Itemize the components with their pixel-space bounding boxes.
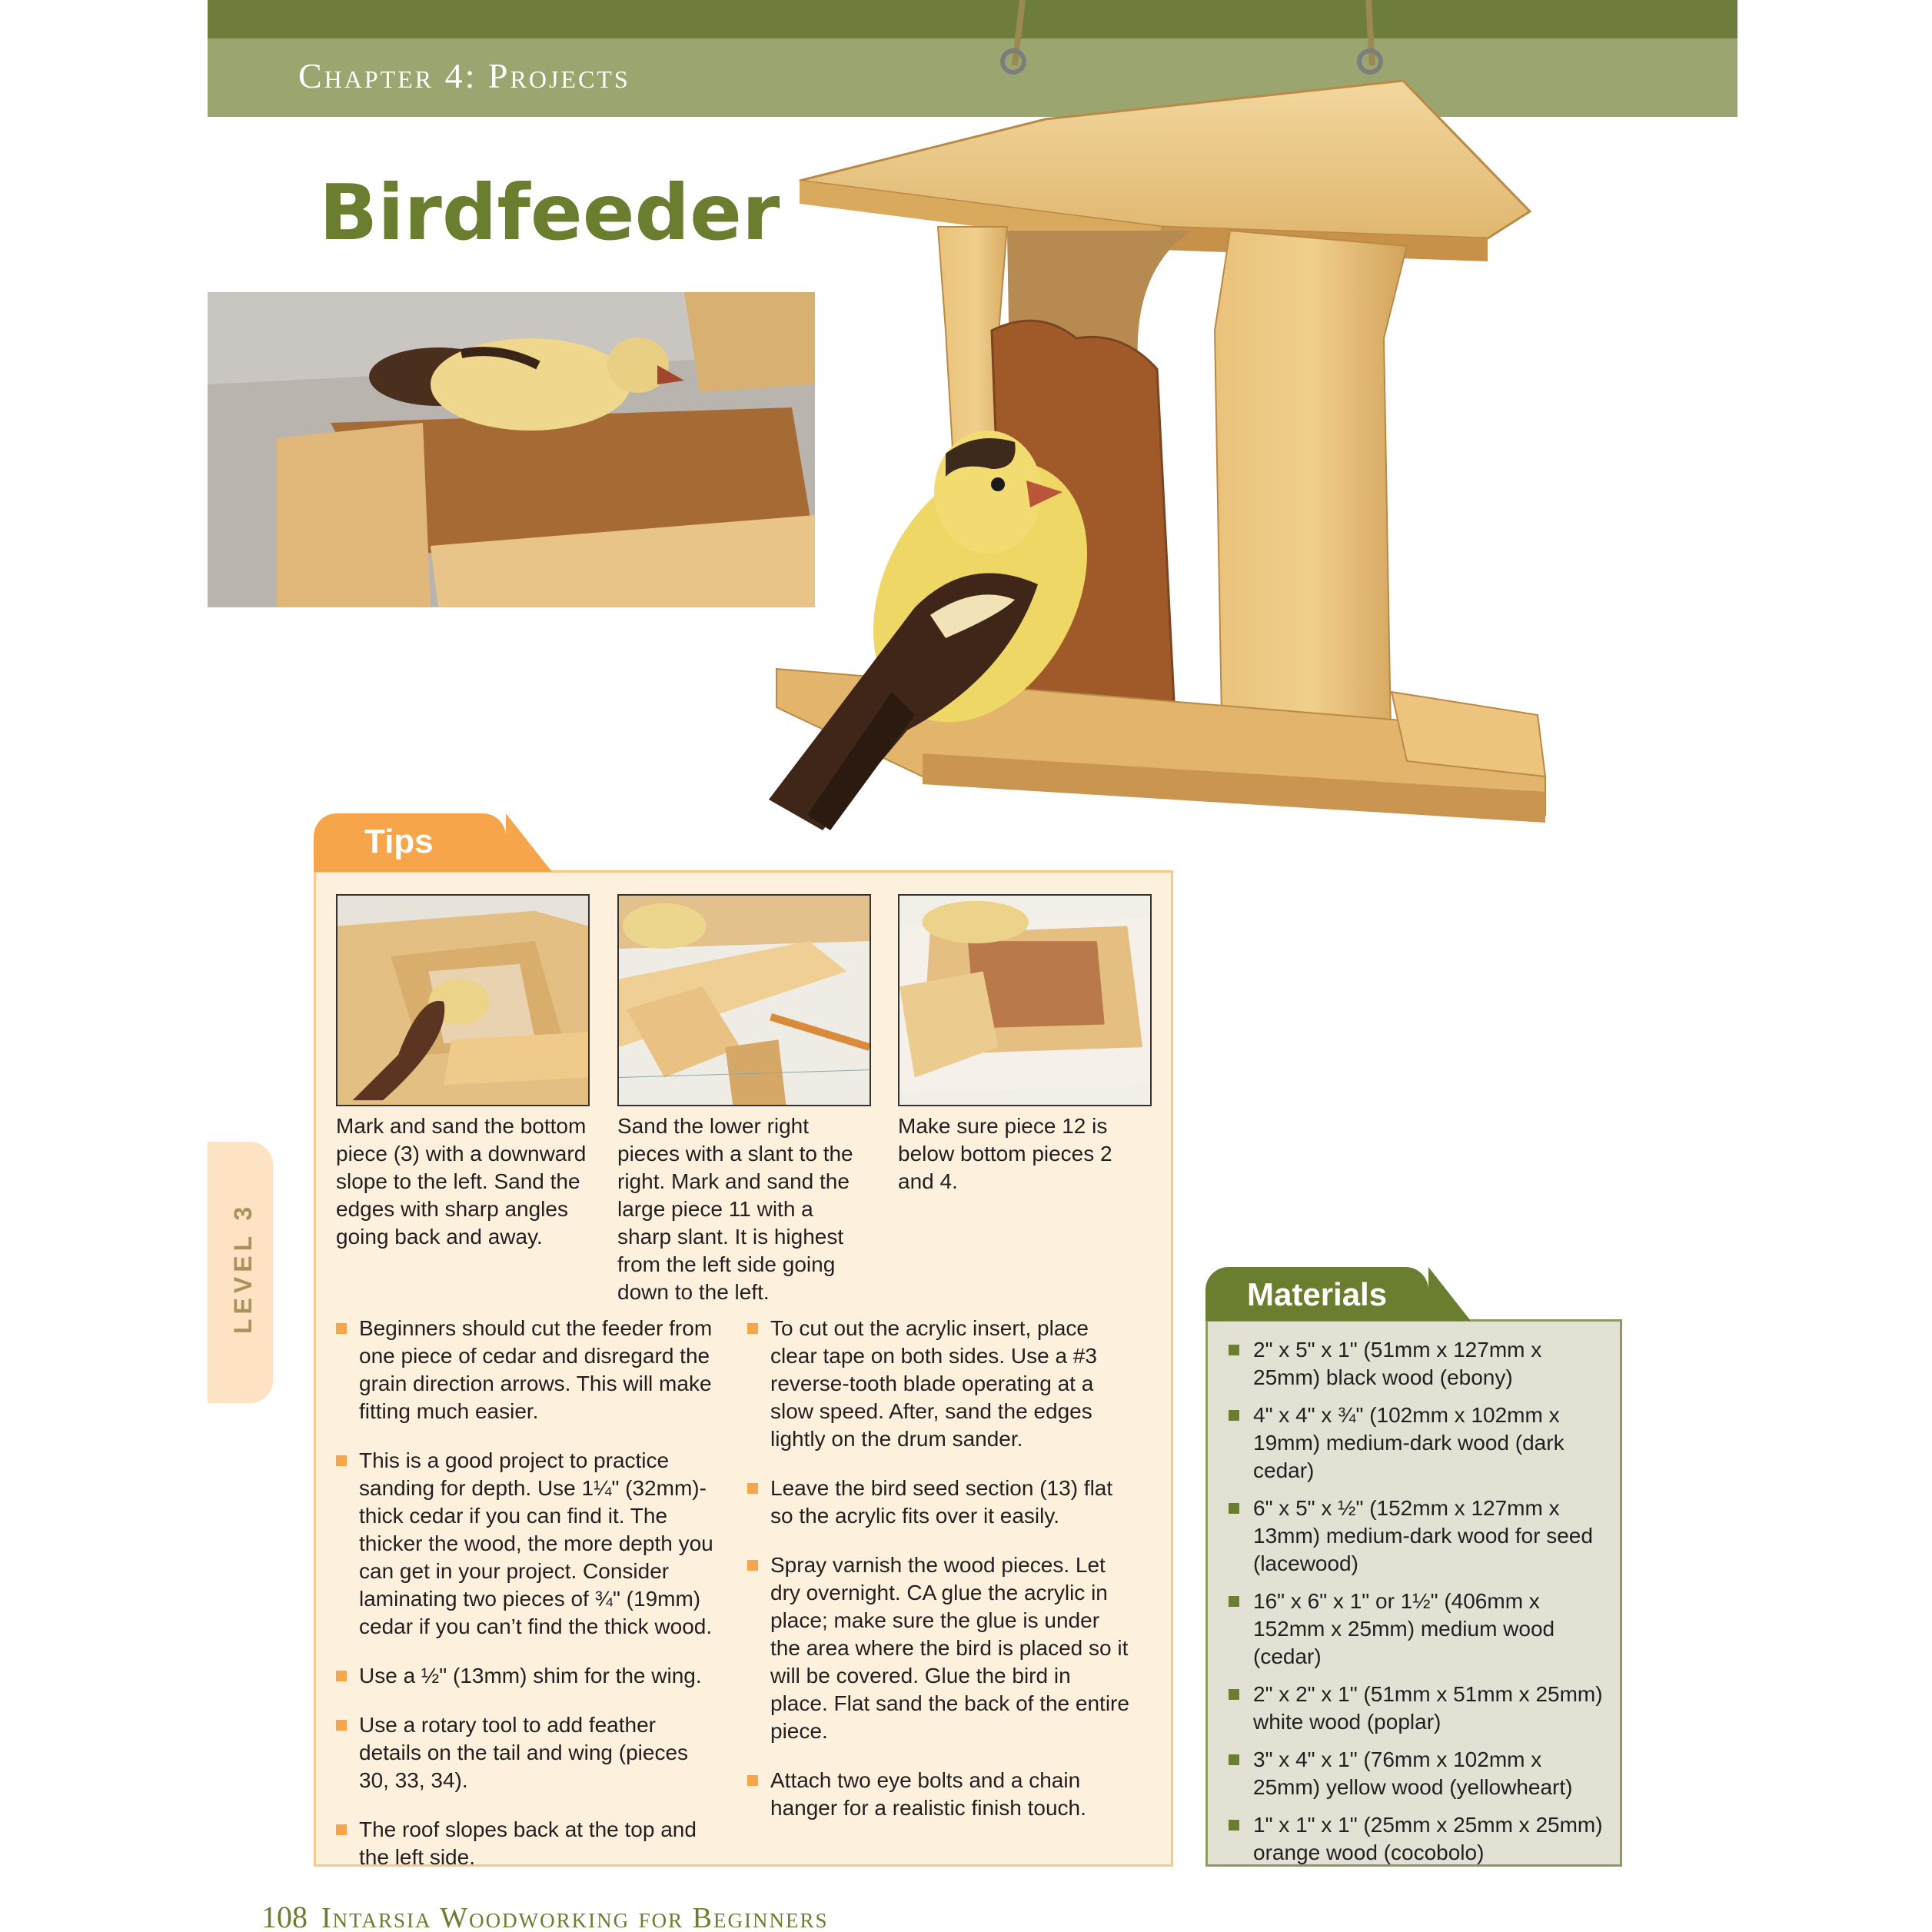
bullet-square-icon [1229,1689,1239,1700]
material-text: 4" x 4" x ¾" (102mm x 102mm x 19mm) medium-dark wood (dark cedar) [1253,1403,1565,1482]
list-item [1229,1336,1613,1392]
list-item [336,1447,720,1641]
birdfeeder-main-photo [715,0,1568,884]
materials-tab [1205,1267,1428,1321]
tip-caption-3: Make sure piece 12 is below bottom pieces 2 and 4. [898,1114,1112,1193]
material-text: 2" x 2" x 1" (51mm x 51mm x 25mm) white wood (poplar) [1253,1682,1603,1734]
bullet-square-icon [336,1720,347,1731]
tip-photo-1 [336,894,590,1106]
book-title: Intarsia Woodworking for Beginners [321,1902,829,1932]
tip-text: Use a ½" (13mm) shim for the wing. [359,1664,702,1688]
bullet-square-icon [336,1455,347,1466]
detail-photo [208,292,815,607]
list-item [1229,1588,1613,1671]
tip-text: Use a rotary tool to add feather details on the tail and wing (pieces 30, 33, 34). [359,1713,689,1792]
level-label-wrap [229,1202,260,1334]
list-item [747,1767,1132,1822]
list-item [747,1315,1132,1453]
page-title: Birdfeeder [319,168,780,258]
list-item [1229,1811,1613,1867]
bullet-square-icon [747,1323,758,1334]
list-item [336,1711,720,1794]
page-number: 108 [261,1900,308,1932]
chapter-title: Chapter 4: Projects [298,56,630,95]
material-text: 2" x 5" x 1" (51mm x 127mm x 25mm) black wood (ebony) [1253,1338,1542,1389]
page-footer [261,1899,829,1932]
bullet-square-icon [336,1671,347,1681]
bullet-square-icon [747,1775,758,1786]
material-text: 6" x 5" x ½" (152mm x 127mm x 13mm) medium-dark wood for seed (lacewood) [1253,1496,1593,1575]
tip-text: Attach two eye bolts and a chain hanger for a realistic finish touch. [770,1768,1086,1820]
tip-text: This is a good project to practice sanding for depth. Use 1¼" (32mm)-thick cedar if you can find it. The thicker the wood, the more depth you can get in your project. Consider laminating two pieces of ¾" (19mm) cedar if you can’t find the thick wood. [359,1448,713,1638]
material-text: 3" x 4" x 1" (76mm x 102mm x 25mm) yellow wood (yellowheart) [1253,1747,1573,1799]
list-item [1229,1681,1613,1736]
tip-caption-1: Mark and sand the bottom piece (3) with a downward slope to the left. Sand the edges with sharp angles going back and away. [336,1114,587,1249]
materials-list [1229,1336,1613,1877]
tips-list-left [336,1315,720,1893]
bullet-square-icon [336,1824,347,1835]
list-item [336,1315,720,1425]
bullet-square-icon [1229,1820,1239,1831]
tips-list-right [747,1315,1132,1844]
bullet-square-icon [747,1483,758,1494]
tip-text: Spray varnish the wood pieces. Let dry overnight. CA glue the acrylic in place; make sure the glue is under the area where the bird is placed so it will be covered. Glue the bird in place. Flat sand the back of the entire piece. [770,1553,1129,1743]
level-label: LEVEL 3 [229,1202,257,1334]
materials-label: Materials [1247,1276,1388,1312]
list-item [1229,1495,1613,1578]
tips-tab [314,813,506,872]
tip-photo-2 [617,894,871,1106]
tip-caption-2: Sand the lower right pieces with a slant to the right. Mark and sand the large piece 11 with a sharp slant. It is highest from the left side going down to the left. [617,1114,853,1304]
list-item [336,1662,720,1690]
tip-text: Beginners should cut the feeder from one piece of cedar and disregard the grain direction arrows. This will make fitting much easier. [359,1316,713,1423]
bullet-square-icon [1229,1596,1239,1607]
list-item [1229,1746,1613,1801]
list-item [1229,1402,1613,1485]
material-text: 16" x 6" x 1" or 1½" (406mm x 152mm x 25mm) medium wood (cedar) [1253,1589,1555,1668]
tip-text: Leave the bird seed section (13) flat so the acrylic fits over it easily. [770,1476,1113,1528]
tip-photo-3 [898,894,1152,1106]
bullet-square-icon [1229,1345,1239,1355]
material-text: 1" x 1" x 1" (25mm x 25mm x 25mm) orange wood (cocobolo) [1253,1813,1603,1864]
bullet-square-icon [1229,1410,1239,1421]
list-item [747,1551,1132,1745]
tip-text: The roof slopes back at the top and the left side. [359,1817,697,1869]
bullet-square-icon [747,1560,758,1571]
list-item [336,1816,720,1871]
tips-label: Tips [364,823,434,860]
bullet-square-icon [1229,1503,1239,1514]
tip-text: To cut out the acrylic insert, place clear tape on both sides. Use a #3 reverse-tooth blade operating at a slow speed. After, sand the edges lightly on the drum sander. [770,1316,1097,1451]
list-item [747,1475,1132,1530]
bullet-square-icon [336,1323,347,1334]
bullet-square-icon [1229,1754,1239,1765]
